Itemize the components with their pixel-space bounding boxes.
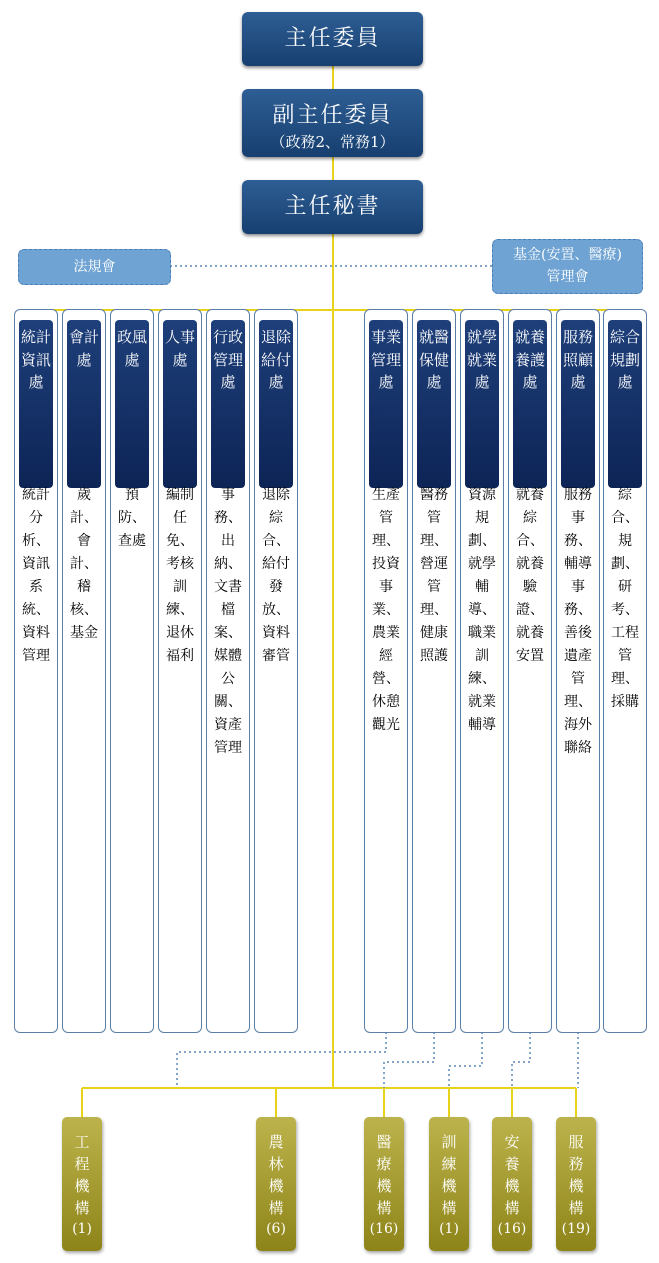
institution-box: [364, 1117, 404, 1251]
legal-committee-label: 法規會: [73, 259, 116, 275]
department-header: [513, 320, 547, 488]
institution-count: (16): [369, 1221, 399, 1237]
institution-name: 醫療機構: [376, 1133, 392, 1217]
institution-name: 農林機構: [268, 1133, 284, 1217]
institution-name: 服務機構: [568, 1133, 584, 1217]
institution-count: (19): [561, 1221, 591, 1237]
secretary-general-box: [242, 180, 423, 234]
department-header: [417, 320, 451, 488]
institution-count: (1): [72, 1221, 92, 1237]
department-name: 就養養護處: [514, 328, 545, 391]
department-name: 事業管理處: [370, 328, 401, 391]
department-duties: 醫務管理、營運管理、健康照護: [420, 487, 448, 664]
department-name: 就學就業處: [466, 328, 497, 391]
institution-count: (16): [497, 1221, 527, 1237]
department-name: 退除給付處: [260, 328, 291, 391]
department-duties: 事務、出納、文書檔案、媒體公關、資產管理: [214, 487, 242, 756]
chairman-label: 主任委員: [284, 26, 381, 51]
department-name: 統計資訊處: [20, 328, 51, 391]
institution-count: (1): [439, 1221, 459, 1237]
fund-committee-line1: 基金(安置、醫療): [513, 247, 622, 263]
department-column: [254, 309, 298, 1033]
department-column: [460, 309, 504, 1033]
department-column: [556, 309, 600, 1033]
fund-committee-box: [492, 239, 643, 294]
department-header: [561, 320, 595, 488]
department-header: [67, 320, 101, 488]
department-name: 綜合規劃處: [609, 328, 640, 391]
department-column: [508, 309, 552, 1033]
institution-name: 訓練機構: [441, 1133, 457, 1217]
department-name: 就醫保健處: [418, 328, 449, 391]
department-duties: 歲計、會計、稽核、基金: [70, 487, 98, 641]
department-header: [369, 320, 403, 488]
department-header: [259, 320, 293, 488]
department-duties: 統計分析、資訊系統、資料管理: [22, 487, 50, 664]
department-duties: 預防、查處: [118, 487, 146, 549]
department-header: [465, 320, 499, 488]
department-name: 會計處: [68, 328, 99, 369]
department-duties: 資源規劃、就學輔導、職業訓練、就業輔導: [468, 487, 496, 733]
department-duties: 編制任免、考核訓練、退休福利: [166, 487, 194, 664]
department-duties: 綜合、規劃、研考、工程管理、採購: [611, 487, 639, 710]
institution-box: [429, 1117, 469, 1251]
department-column: [412, 309, 456, 1033]
department-header: [163, 320, 197, 488]
vice-chairman-label: 副主任委員: [272, 103, 393, 128]
department-column: [62, 309, 106, 1033]
institution-name: 工程機構: [74, 1133, 90, 1217]
department-column: [206, 309, 250, 1033]
department-duties: 服務事務、輔導事務、善後遺產管理、海外聯絡: [564, 487, 592, 756]
institution-name: 安養機構: [504, 1133, 520, 1217]
institution-box: [256, 1117, 296, 1251]
department-name: 政風處: [116, 328, 147, 369]
department-name: 人事處: [164, 328, 195, 369]
chairman-box: [242, 12, 423, 66]
department-name: 服務照顧處: [562, 328, 593, 391]
department-column: [364, 309, 408, 1033]
department-duties: 退除綜合、給付發放、資料審管: [262, 487, 290, 664]
department-column: [158, 309, 202, 1033]
department-column: [110, 309, 154, 1033]
institution-box: [556, 1117, 596, 1251]
department-header: [115, 320, 149, 488]
institution-box: [492, 1117, 532, 1251]
department-column: [14, 309, 58, 1033]
institution-count: (6): [266, 1221, 286, 1237]
secretary-general-label: 主任秘書: [284, 194, 381, 219]
vice-chairman-box: [242, 89, 423, 157]
legal-committee-box: [18, 249, 171, 285]
department-duties: 就養綜合、就養驗證、就養安置: [516, 487, 544, 664]
department-header: [19, 320, 53, 488]
department-header: [211, 320, 245, 488]
fund-committee-line2: 管理會: [546, 269, 589, 285]
department-duties: 生產管理、投資事業、農業經營、休憩觀光: [372, 487, 400, 733]
vice-chairman-note: （政務2、常務1）: [270, 133, 395, 151]
department-header: [608, 320, 642, 488]
department-name: 行政管理處: [212, 328, 243, 391]
department-column: [603, 309, 647, 1033]
institution-box: [62, 1117, 102, 1251]
